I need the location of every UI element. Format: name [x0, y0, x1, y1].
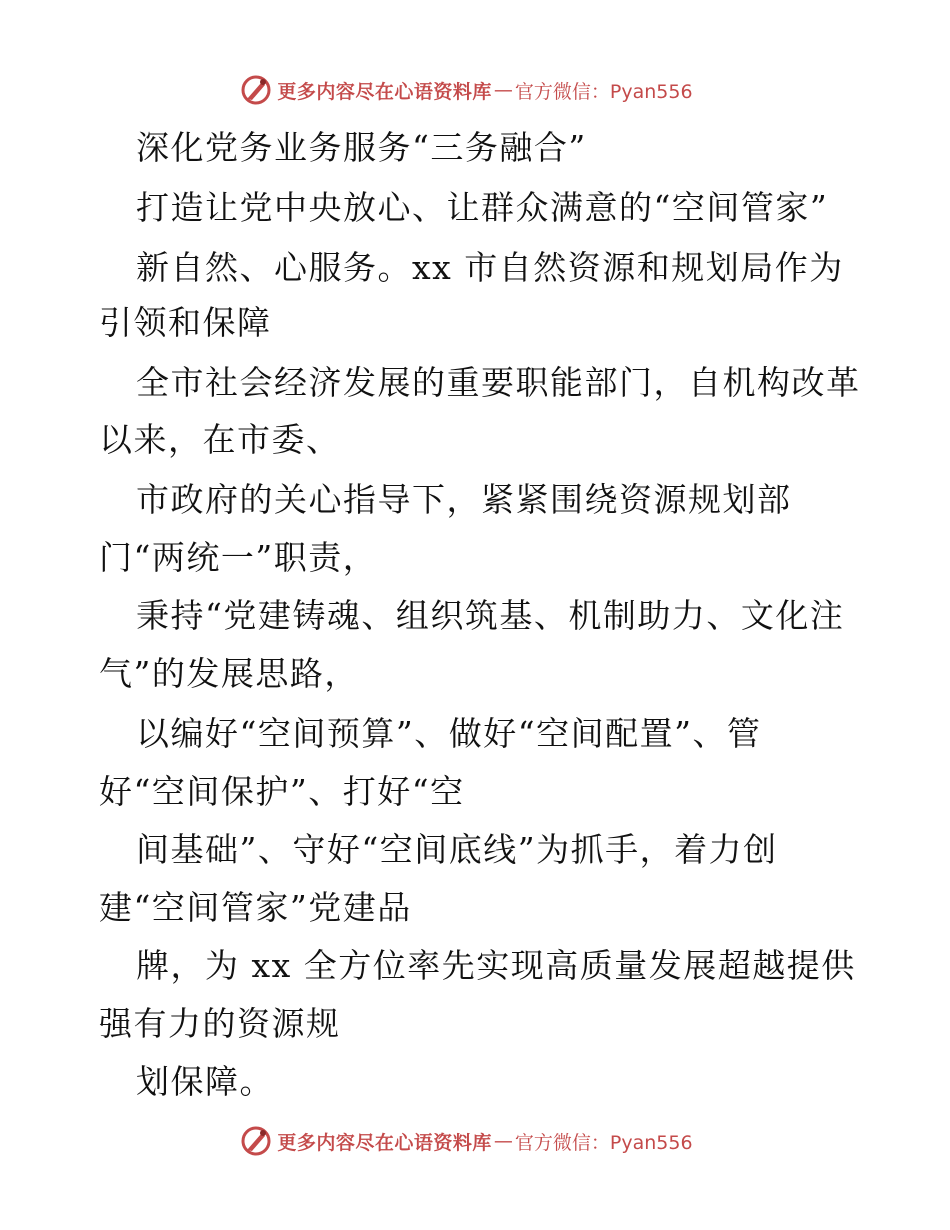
watermark-official-text: 官方微信：Pyan556 [514, 1131, 693, 1154]
text-line-12: 好“空间保护”、打好“空 [99, 772, 465, 811]
text-line-7: 市政府的关心指导下，紧紧围绕资源规划部 [136, 480, 792, 519]
watermark-group [239, 73, 692, 107]
text-line-17: 划保障。 [136, 1062, 274, 1101]
text-line-15: 牌，为 xx 全方位率先实现高质量发展超越提供 [136, 946, 856, 985]
text-line-14: 建“空间管家”党建品 [99, 888, 412, 927]
text-line-5: 全市社会经济发展的重要职能部门，自机构改革 [136, 363, 861, 402]
watermark-official-text: 官方微信：Pyan556 [514, 80, 693, 103]
watermark-dash: — [493, 1130, 513, 1152]
text-line-11: 以编好“空间预算”、做好“空间配置”、管 [136, 714, 762, 753]
text-line-10: 气”的发展思路， [99, 654, 359, 693]
watermark-dash: — [493, 79, 513, 101]
watermark-site-text: 更多内容尽在心语资料库 [277, 1131, 492, 1154]
header-watermark [0, 70, 950, 110]
watermark-site-text: 更多内容尽在心语资料库 [277, 80, 492, 103]
text-line-16: 强有力的资源规 [99, 1004, 341, 1043]
pen-logo-icon [239, 73, 273, 107]
text-line-8: 门“两统一”职责， [99, 538, 378, 577]
watermark-group [239, 1124, 692, 1158]
text-line-3: 新自然、心服务。xx 市自然资源和规划局作为 [136, 248, 844, 287]
text-line-4: 引领和保障 [99, 303, 272, 342]
text-line-9: 秉持“党建铸魂、组织筑基、机制助力、文化注 [136, 596, 845, 635]
text-line-1: 深化党务业务服务“三务融合” [136, 128, 587, 167]
pen-logo-icon [239, 1124, 273, 1158]
text-line-2: 打造让党中央放心、让群众满意的“空间管家” [136, 188, 829, 227]
footer-watermark [0, 1121, 950, 1161]
text-line-13: 间基础”、守好“空间底线”为抓手，着力创 [136, 830, 778, 869]
text-line-6: 以来，在市委、 [99, 420, 341, 459]
